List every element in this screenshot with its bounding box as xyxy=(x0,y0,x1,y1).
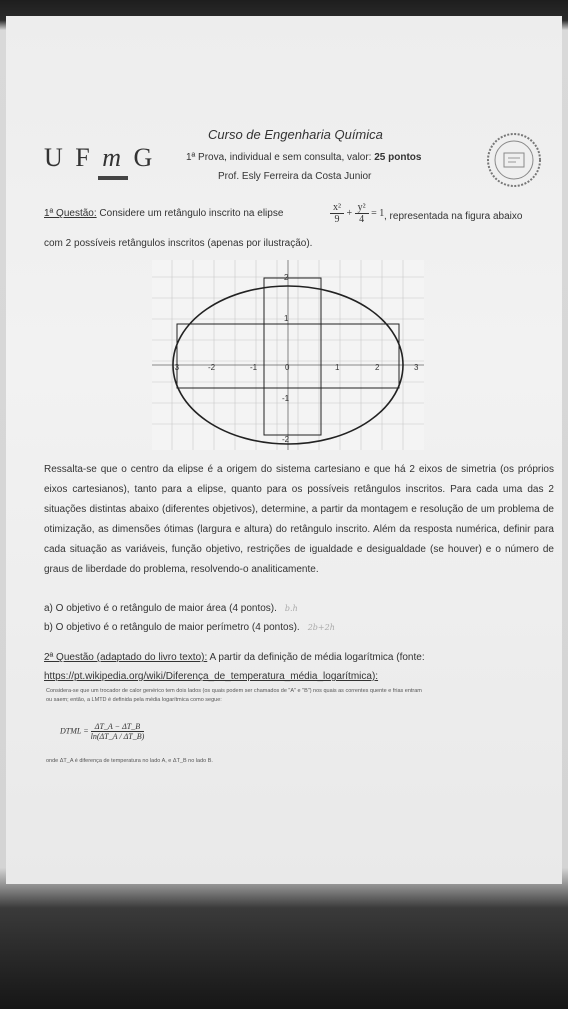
y-tick-1: 1 xyxy=(284,314,289,323)
professor-name: Prof. Esly Ferreira da Costa Junior xyxy=(218,171,372,182)
frac-x-num: x² xyxy=(330,202,344,214)
q2-small-line3: onde ΔT_A é diferença de temperatura no lado A, e ΔT_B no lado B. xyxy=(46,758,213,764)
logo-g: G xyxy=(133,143,156,172)
q2-small-line2: ou saem; então, a LMTD é definida pela média logarítmica como segue: xyxy=(46,697,222,703)
ellipse-formula: $\frac{\text{x²}}{9}$ + $\frac{\text{y²}}{4}$ = 1 xyxy=(330,202,384,225)
dtml-fraction xyxy=(91,722,145,741)
q1-paragraph: Ressalta-se que o centro da elipse é a origem do sistema cartesiano e que há 2 eixos de simetria (os próprios eixos cartesianos), tanto para a elipse, quanto para os possíveis retângulos inscritos. Para cada uma das 2 situações distintas abaixo (diferentes objetivos), determine, a partir da montagem e resolução de um problema de otimização, as dimensões ótimas (largura e altura) do retângulo inscrito. Além da resposta numérica, definir para cada situação as variáveis, função objetivo, restrições de igualdade e desigualdade (se houver) e o número de graus de liberdade do problema, resolvendo-o analiticamente. xyxy=(44,464,554,575)
course-title: Curso de Engenharia Química xyxy=(208,127,383,142)
x-tick-neg2: -2 xyxy=(208,363,216,372)
x-tick-1: 1 xyxy=(335,363,340,372)
q1-text: Considere um retângulo inscrito na elipse xyxy=(99,208,284,219)
item-b xyxy=(44,622,335,633)
wikipedia-link[interactable]: https://pt.wikipedia.org/wiki/Diferença_de_temperatura_média_logarítmica): xyxy=(44,671,379,682)
x-tick-2: 2 xyxy=(375,363,380,372)
frac-x-den: 9 xyxy=(334,214,340,225)
frac-y xyxy=(355,202,369,225)
item-a-note: b.h xyxy=(284,604,298,613)
q1-line2: com 2 possíveis retângulos inscritos (apenas por ilustração). xyxy=(44,238,313,249)
frac-y-den: 4 xyxy=(359,214,365,225)
exam-points: 25 pontos xyxy=(374,152,422,163)
item-b-note: 2b+2h xyxy=(307,623,335,632)
logo-m: m xyxy=(102,143,125,172)
exam-prefix: 1ª Prova, individual e sem consulta, valor: xyxy=(186,152,375,163)
item-b-text: b) O objetivo é o retângulo de maior perímetro (4 pontos). xyxy=(44,622,300,633)
x-tick-neg1: -1 xyxy=(250,363,258,372)
q1-label: 1ª Questão: xyxy=(44,208,97,219)
y-tick-neg1: -1 xyxy=(282,394,290,403)
y-tick-neg2: -2 xyxy=(282,435,290,444)
q1-text-after: , representada na figura abaixo xyxy=(384,211,523,222)
ufmg-logo xyxy=(44,143,155,173)
dtml-label: DTML = xyxy=(60,726,89,736)
x-tick-neg3: -3 xyxy=(172,363,180,372)
university-seal-icon xyxy=(486,132,542,188)
q2-label: 2ª Questão (adaptado do livro texto): xyxy=(44,652,208,663)
dtml-numerator: ΔT_A − ΔT_B xyxy=(91,722,145,732)
item-a-text: a) O objetivo é o retângulo de maior área (4 pontos). xyxy=(44,603,277,614)
x-tick-3: 3 xyxy=(414,363,419,372)
ellipse-figure xyxy=(152,260,424,450)
frac-y-num: y² xyxy=(355,202,369,214)
q2-text: A partir da definição de média logarítmica (fonte: xyxy=(209,652,425,663)
dtml-formula xyxy=(60,722,144,741)
exam-info xyxy=(186,152,421,163)
q1-line1 xyxy=(44,208,283,219)
item-a xyxy=(44,603,298,614)
q2-line1 xyxy=(44,652,556,663)
frac-x xyxy=(330,202,344,225)
logo-uf: U F xyxy=(44,143,93,172)
formula-eq: = 1 xyxy=(371,207,385,219)
dtml-denominator: ln(ΔT_A / ΔT_B) xyxy=(90,732,145,741)
y-tick-2: 2 xyxy=(284,273,289,282)
logo-bar xyxy=(98,176,128,180)
x-tick-0: 0 xyxy=(285,363,290,372)
q2-small-line1: Considera-se que um trocador de calor genérico tem dois lados (os quais podem ser chamados de "A" e "B") nos quais as correntes quente e frias entram xyxy=(46,688,422,694)
